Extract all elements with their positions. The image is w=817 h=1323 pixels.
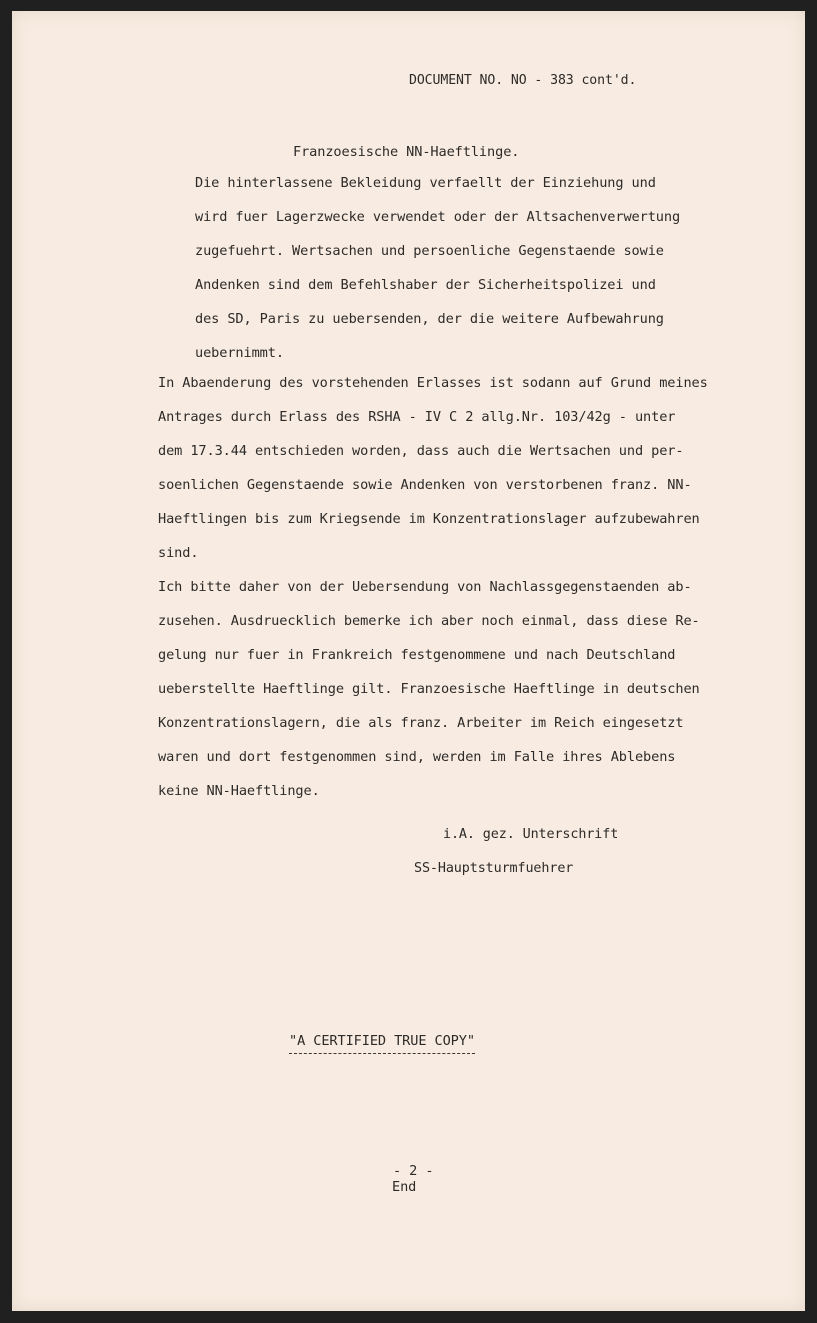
- text-line: waren und dort festgenommen sind, werden im Falle ihres Ablebens: [158, 749, 676, 765]
- text-line: Haeftlingen bis zum Kriegsende im Konzentrationslager aufzubewahren: [158, 511, 700, 527]
- text-line: uebernimmt.: [195, 345, 284, 361]
- signature-title: SS-Hauptsturmfuehrer: [414, 861, 574, 876]
- certified-copy-stamp: "A CERTIFIED TRUE COPY": [289, 1033, 475, 1054]
- text-line: gelung nur fuer in Frankreich festgenommene und nach Deutschland: [158, 647, 676, 663]
- end-mark: End: [392, 1179, 417, 1195]
- text-line: des SD, Paris zu uebersenden, der die weitere Aufbewahrung: [195, 311, 664, 327]
- document-header: DOCUMENT NO. NO - 383 cont'd.: [409, 73, 637, 88]
- text-line: zusehen. Ausdruecklich bemerke ich aber noch einmal, dass diese Re-: [158, 613, 700, 629]
- text-line: Andenken sind dem Befehlshaber der Sicherheitspolizei und: [195, 277, 656, 293]
- text-line: Die hinterlassene Bekleidung verfaellt der Einziehung und: [195, 175, 656, 191]
- text-line: Konzentrationslagern, die als franz. Arbeiter im Reich eingesetzt: [158, 715, 684, 731]
- signature-line: i.A. gez. Unterschrift: [443, 827, 619, 842]
- text-line: zugefuehrt. Wertsachen und persoenliche Gegenstaende sowie: [195, 243, 664, 259]
- text-line: Ich bitte daher von der Uebersendung von Nachlassgegenstaenden ab-: [158, 579, 692, 595]
- text-line: sind.: [158, 545, 199, 561]
- text-line: In Abaenderung des vorstehenden Erlasses ist sodann auf Grund meines: [158, 375, 708, 391]
- text-line: wird fuer Lagerzwecke verwendet oder der Altsachenverwertung: [195, 209, 681, 225]
- section-title: Franzoesische NN-Haeftlinge.: [293, 144, 520, 160]
- text-line: keine NN-Haeftlinge.: [158, 783, 320, 799]
- text-line: dem 17.3.44 entschieden worden, dass auch die Wertsachen und per-: [158, 443, 684, 459]
- text-line: ueberstellte Haeftlinge gilt. Franzoesische Haeftlinge in deutschen: [158, 681, 700, 697]
- page-number: - 2 -: [393, 1163, 434, 1179]
- document-page: [12, 11, 805, 1311]
- text-line: soenlichen Gegenstaende sowie Andenken von verstorbenen franz. NN-: [158, 477, 692, 493]
- text-line: Antrages durch Erlass des RSHA - IV C 2 allg.Nr. 103/42g - unter: [158, 409, 676, 425]
